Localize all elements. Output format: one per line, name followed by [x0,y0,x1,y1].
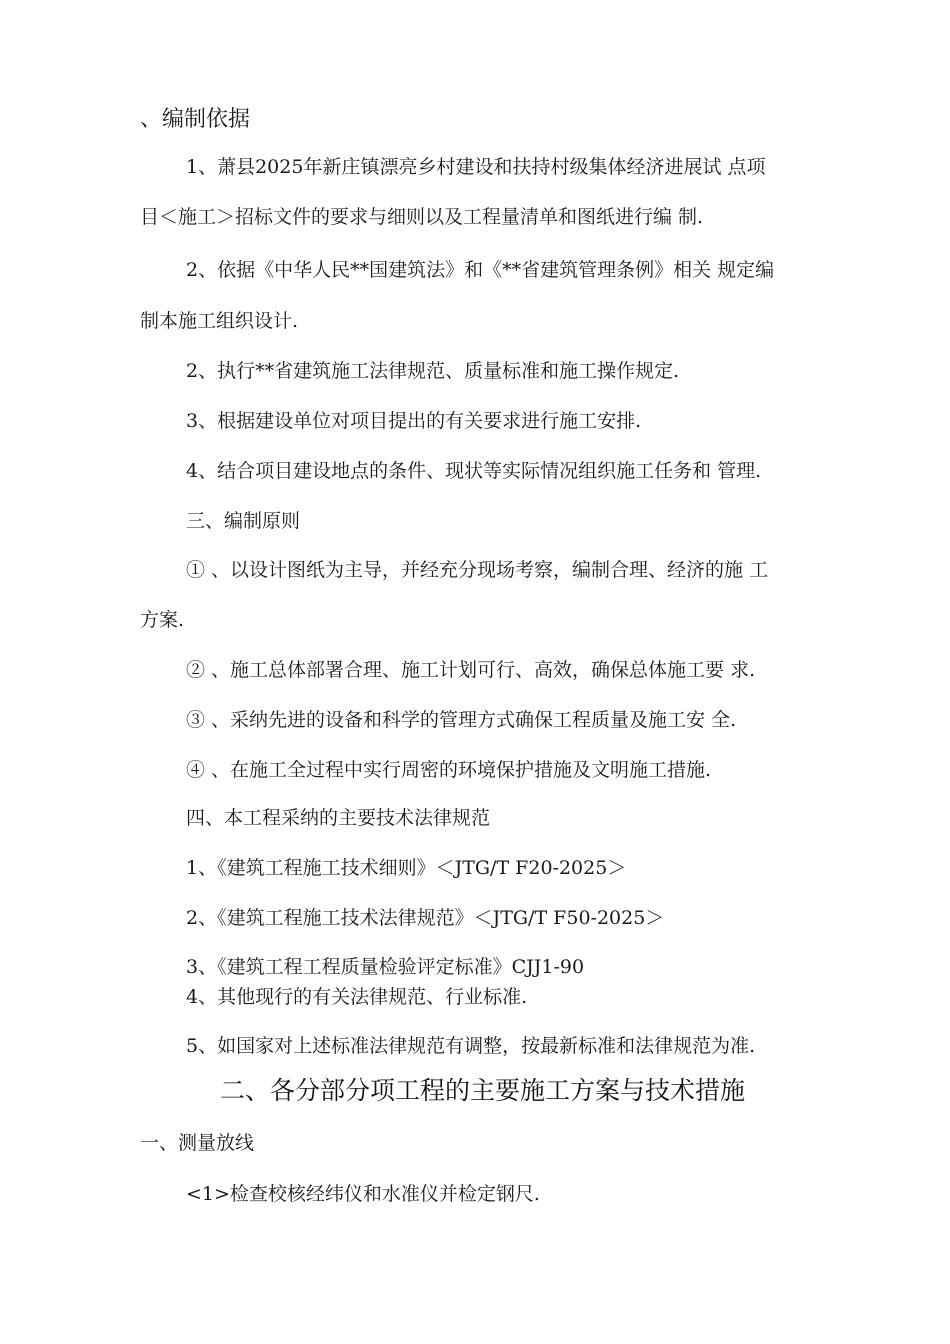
heading-survey: 一、测量放线 [140,1132,255,1154]
basis-item-1-cont: 目＜施工＞招标文件的要求与细则以及工程量清单和图纸进行编 制. [140,206,704,228]
basis-item-2-cont: 制本施工组织设计. [140,310,299,332]
basis-item-3: 2、执行**省建筑施工法律规范、质量标准和施工操作规定. [186,360,680,382]
heading-principles: 三、编制原则 [186,510,301,532]
principle-item-3: ③ 、采纳先进的设备和科学的管理方式确保工程质量及施工安 全. [186,709,737,731]
standard-item-1: 1、《建筑工程施工技术细则》＜JTG/T F20-2025＞ [186,857,627,879]
basis-item-4: 3、根据建设单位对项目提出的有关要求进行施工安排. [186,410,642,432]
standard-item-5: 5、如国家对上述标准法律规范有调整，按最新标准和法律规范为准. [186,1035,756,1057]
heading-standards: 四、本工程采纳的主要技术法律规范 [186,807,491,829]
survey-item-1: <1>检查校核经纬仪和水准仪并检定钢尺. [186,1183,540,1205]
basis-item-2: 2、依据《中华人民**国建筑法》和《**省建筑管理条例》相关 规定编 [186,259,775,281]
standard-item-3: 3、《建筑工程工程质量检验评定标准》CJJ1-90 [186,956,585,978]
principle-item-4: ④ 、在施工全过程中实行周密的环境保护措施及文明施工措施. [186,759,712,781]
standard-item-4: 4、其他现行的有关法律规范、行业标准. [186,986,528,1008]
basis-item-5: 4、结合项目建设地点的条件、现状等实际情况组织施工任务和 管理. [186,460,762,482]
standard-item-2: 2、《建筑工程施工技术法律规范》＜JTG/T F50-2025＞ [186,907,665,929]
section-title: 二、各分部分项工程的主要施工方案与技术措施 [220,1076,746,1105]
principle-item-1: ① 、以设计图纸为主导，并经充分现场考察，编制合理、经济的施 工 [186,559,769,581]
principle-item-1-cont: 方案. [140,609,185,631]
heading-basis: 、编制依据 [140,107,251,132]
basis-item-1: 1、萧县2025年新庄镇漂亮乡村建设和扶持村级集体经济进展试 点项 [186,156,766,178]
principle-item-2: ② 、施工总体部署合理、施工计划可行、高效，确保总体施工要 求. [186,659,756,681]
